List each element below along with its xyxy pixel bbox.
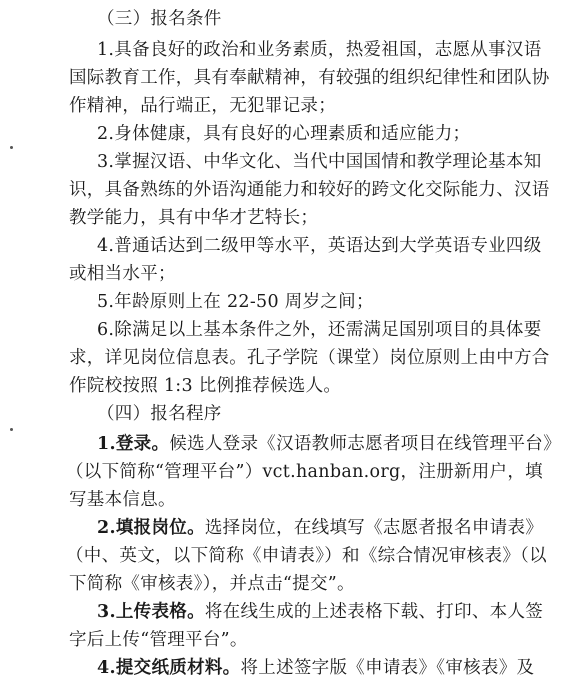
step-3-line-2: 字后上传“管理平台”。: [69, 630, 248, 650]
step-3-line-1: [97, 602, 543, 622]
step-1-text: 候选人登录《汉语教师志愿者项目在线管理平台》: [169, 434, 561, 454]
scan-mark: [10, 428, 13, 431]
condition-3-line-2: 识，具备熟练的外语沟通能力和较好的跨文化交际能力、汉语: [69, 180, 550, 200]
condition-3-line-3: 教学能力，具有中华才艺特长；: [69, 208, 319, 228]
step-1-line-3: 写基本信息。: [69, 490, 176, 510]
step-2-label: 2.填报岗位。: [97, 518, 205, 538]
condition-3-line-1: 3.掌握汉语、中华文化、当代中国国情和教学理论基本知: [97, 152, 542, 172]
step-1-line-2: （以下简称“管理平台”）vct.hanban.org，注册新用户，填: [66, 462, 543, 482]
step-1-label: 1.登录。: [97, 434, 170, 454]
condition-1-line-2: 国际教育工作，具有奉献精神，有较强的组织纪律性和团队协: [69, 68, 550, 88]
step-4-line-1: [97, 658, 534, 678]
step-3-text: 将在线生成的上述表格下载、打印、本人签: [204, 602, 544, 622]
scan-mark: [10, 146, 13, 149]
step-3-label: 3.上传表格。: [97, 602, 205, 622]
step-1-line-1: [97, 434, 561, 454]
condition-5-line-1: 5.年龄原则上在 22-50 周岁之间；: [97, 292, 374, 312]
step-4-text: 将上述签字版《申请表》《审核表》及: [240, 658, 535, 678]
section-3-heading: （三）报名条件: [97, 9, 222, 29]
condition-2-line-1: 2.身体健康，具有良好的心理素质和适应能力；: [97, 124, 471, 144]
condition-6-line-3: 作院校按照 1:3 比例推荐候选人。: [69, 376, 342, 396]
step-4-label: 4.提交纸质材料。: [97, 658, 241, 678]
condition-4-line-1: 4.普通话达到二级甲等水平，英语达到大学英语专业四级: [97, 236, 542, 256]
condition-6-line-2: 求，详见岗位信息表。孔子学院（课堂）岗位原则上由中方合: [69, 348, 550, 368]
condition-1-line-1: 1.具备良好的政治和业务素质，热爱祖国，志愿从事汉语: [97, 40, 542, 60]
condition-4-line-2: 或相当水平；: [69, 264, 176, 284]
condition-6-line-1: 6.除满足以上基本条件之外，还需满足国别项目的具体要: [97, 320, 542, 340]
condition-1-line-3: 作精神，品行端正，无犯罪记录；: [69, 96, 336, 116]
step-2-line-2: （中、英文，以下简称《申请表》）和《综合情况审核表》（以: [66, 546, 547, 566]
step-2-text: 选择岗位，在线填写《志愿者报名申请表》: [204, 518, 544, 538]
step-2-line-3: 下简称《审核表》），并点击“提交”。: [69, 574, 355, 594]
section-4-heading: （四）报名程序: [97, 404, 222, 424]
step-2-line-1: [97, 518, 543, 538]
